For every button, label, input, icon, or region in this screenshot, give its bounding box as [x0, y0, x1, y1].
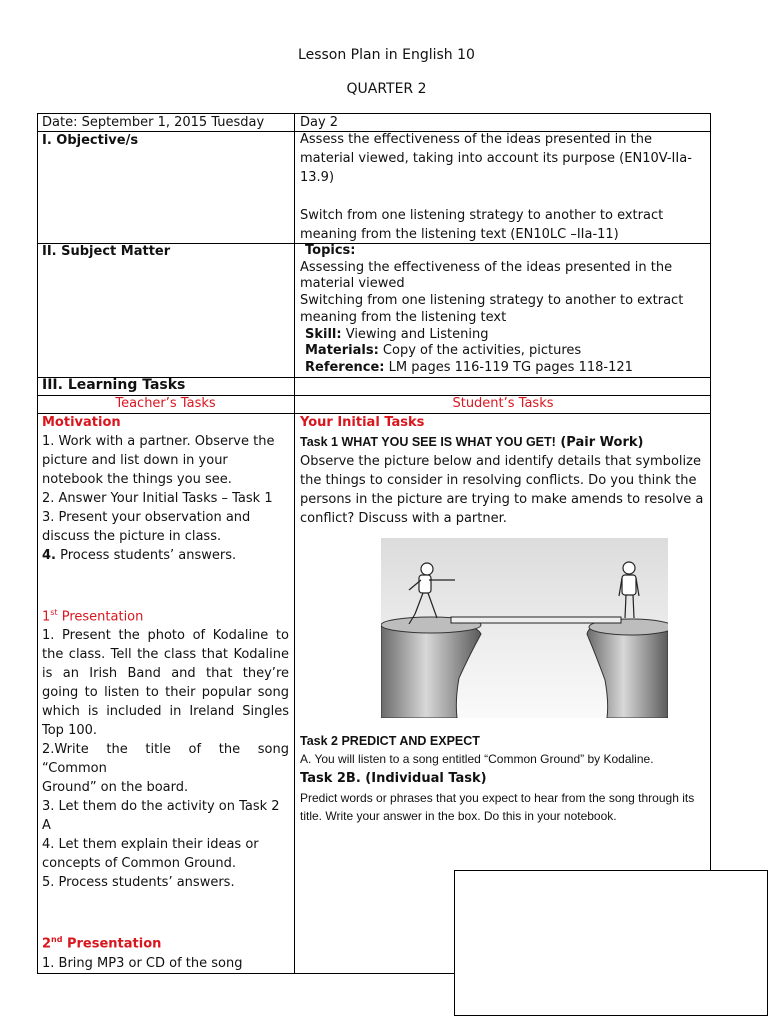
reference-line: Reference: LM pages 116-119 TG pages 118-121 [305, 359, 633, 375]
initial-tasks-heading: Your Initial Tasks [300, 415, 425, 430]
teacher-column [42, 413, 289, 973]
cliff-bridge-picture [381, 538, 668, 718]
quarter-heading: QUARTER 2 [346, 81, 427, 97]
objective-item: Switch from one listening strategy to another to extract meaning from the listening text (EN10LC –IIa-11) [300, 208, 664, 242]
task2b-title: Task 2B. (Individual Task) [300, 771, 487, 786]
motivation-item: 4. Process students’ answers. [42, 548, 237, 563]
task2b-text: Predict words or phrases that you expect to hear from the song through its title. Write your answer in the box. Do this in your notebook. [300, 791, 695, 823]
subject-matter-label: II. Subject Matter [42, 244, 171, 259]
learning-tasks-label: III. Learning Tasks [42, 377, 186, 393]
objective-item: Assess the effectiveness of the ideas presented in the material viewed, taking into account its purpose (EN10V-IIa-13.9) [300, 132, 692, 185]
topic-item: Switching from one listening strategy to another to extract meaning from the listening text [300, 293, 684, 325]
skill-line: Skill: Viewing and Listening [305, 326, 489, 342]
subject-matter-content [300, 243, 704, 377]
objectives-label: I. Objective/s [42, 133, 139, 148]
presentation-item: 5. Process students’ answers. [42, 875, 235, 891]
date-cell: Date: September 1, 2015 Tuesday [42, 115, 265, 130]
topic-item: Assessing the effectiveness of the ideas presented in the material viewed [300, 259, 673, 292]
document-title: Lesson Plan in English 10 [298, 47, 475, 63]
student-column [300, 413, 704, 528]
task1-text: Observe the picture below and identify details that symbolize the things to consider in resolving conflicts. Do you think the persons in the picture are trying to make amends to resolve a conflict? Discuss with a partner. [300, 454, 704, 526]
first-presentation-heading: 1st Presentation [42, 608, 144, 625]
motivation-item: 2. Answer Your Initial Tasks – Task 1 [42, 491, 273, 506]
cliff-bridge-illustration [381, 538, 668, 718]
teacher-tasks-heading: Teacher’s Tasks [115, 396, 216, 411]
task2-title: Task 2 PREDICT AND EXPECT [300, 734, 480, 748]
task2-section [300, 732, 704, 825]
task1-title: Task 1 WHAT YOU SEE IS WHAT YOU GET! (Pair Work) [300, 435, 644, 450]
motivation-heading: Motivation [42, 415, 121, 430]
topics-label: Topics: [305, 243, 356, 258]
motivation-item: 3. Present your observation and discuss the picture in class. [42, 510, 251, 544]
task2-text: A. You will listen to a song entitled “Common Ground” by Kodaline. [300, 752, 654, 766]
motivation-item: 1. Work with a partner. Observe the picture and list down in your notebook the things you see. [42, 434, 275, 487]
presentation-item: 4. Let them explain their ideas or concepts of Common Ground. [42, 837, 259, 872]
materials-line: Materials: Copy of the activities, pictures [305, 343, 582, 359]
presentation-item: Ground” on the board. [42, 780, 189, 796]
answer-box[interactable] [454, 870, 768, 1016]
presentation-item: 3. Let them do the activity on Task 2 A [42, 799, 280, 834]
day-cell: Day 2 [300, 115, 339, 130]
presentation-item: 2.Write the title of the song “Common [42, 742, 289, 777]
student-tasks-heading: Student’s Tasks [452, 396, 554, 411]
presentation-item: 1. Bring MP3 or CD of the song [42, 955, 243, 971]
second-presentation-heading: 2nd Presentation [42, 935, 162, 952]
objectives-content [300, 130, 704, 244]
table-column-divider [294, 113, 295, 974]
presentation-item: 1. Present the photo of Kodaline to the class. Tell the class that Kodaline is an Irish Band and that they’re going to listen to their popular song which is included in Ireland Singles Top 100. [42, 628, 289, 739]
